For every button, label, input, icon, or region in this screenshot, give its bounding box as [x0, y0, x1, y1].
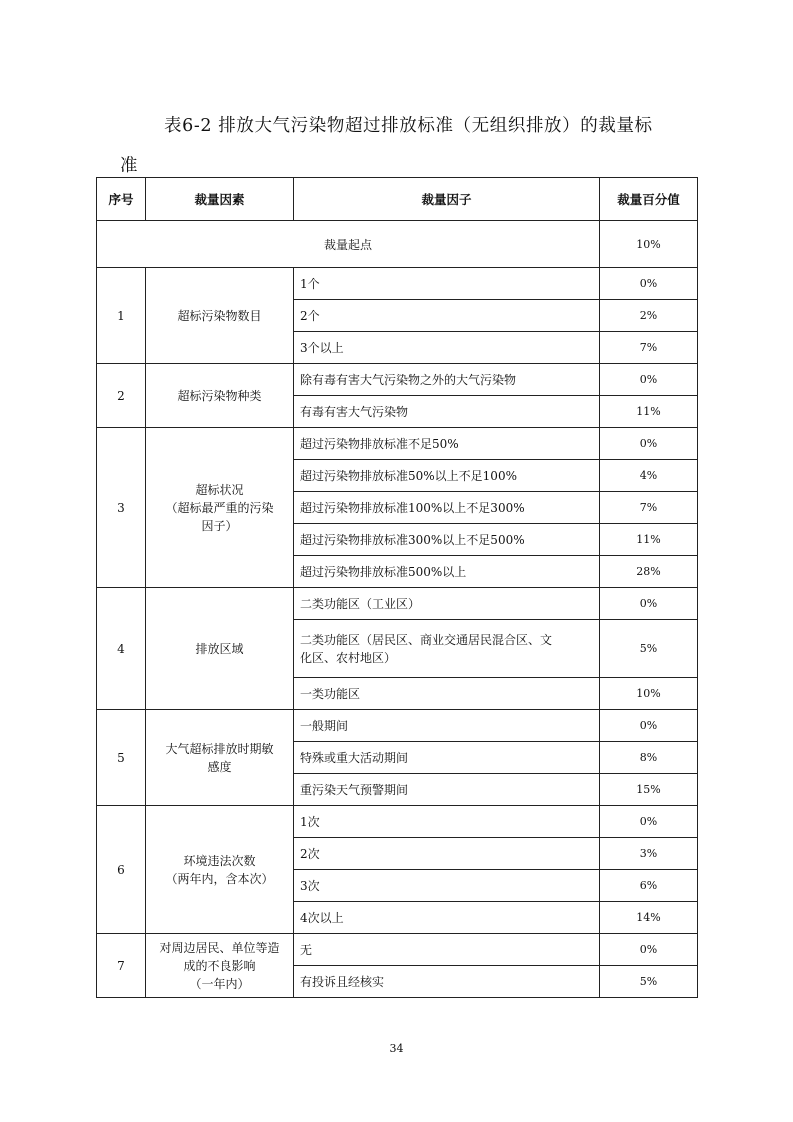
- row-percent: 6%: [600, 870, 698, 902]
- header-percent: 裁量百分值: [600, 178, 698, 221]
- group-index: 7: [97, 934, 146, 998]
- row-item: 2次: [294, 838, 600, 870]
- row-percent: 10%: [600, 678, 698, 710]
- header-row: [97, 178, 698, 221]
- row-item-line: 化区、农村地区）: [300, 650, 397, 665]
- row-item: 重污染天气预警期间: [294, 774, 600, 806]
- row-percent: 0%: [600, 364, 698, 396]
- row-percent: 7%: [600, 332, 698, 364]
- start-row: [97, 221, 698, 268]
- row-percent: 0%: [600, 428, 698, 460]
- table-row: [97, 806, 698, 838]
- group-factor: [146, 806, 294, 934]
- group-index: 1: [97, 268, 146, 364]
- table-row: [97, 268, 698, 300]
- row-percent: 11%: [600, 524, 698, 556]
- row-item: 3个以上: [294, 332, 600, 364]
- row-percent: 7%: [600, 492, 698, 524]
- row-percent: 28%: [600, 556, 698, 588]
- row-item: 超过污染物排放标准100%以上不足300%: [294, 492, 600, 524]
- group-factor-line: 对周边居民、单位等造: [159, 940, 280, 955]
- table-row: [97, 710, 698, 742]
- row-percent: 0%: [600, 268, 698, 300]
- group-factor-line: （两年内，含本次）: [165, 871, 274, 886]
- row-item: 一类功能区: [294, 678, 600, 710]
- group-factor-line: 超标状况: [195, 482, 244, 497]
- group-factor-line: 因子）: [201, 518, 238, 533]
- header-index: 序号: [97, 178, 146, 221]
- row-percent: 5%: [600, 620, 698, 678]
- group-factor: 排放区域: [146, 588, 294, 710]
- row-percent: 0%: [600, 710, 698, 742]
- row-percent: 14%: [600, 902, 698, 934]
- row-percent: 2%: [600, 300, 698, 332]
- group-factor-line: （超标最严重的污染: [165, 500, 274, 515]
- row-item: 4次以上: [294, 902, 600, 934]
- row-item: 超过污染物排放标准300%以上不足500%: [294, 524, 600, 556]
- row-percent: 3%: [600, 838, 698, 870]
- header-item: 裁量因子: [294, 178, 600, 221]
- group-factor: 超标污染物数目: [146, 268, 294, 364]
- row-percent: 11%: [600, 396, 698, 428]
- table-title-line2: 准: [120, 156, 139, 176]
- header-factor: 裁量因素: [146, 178, 294, 221]
- row-item: 除有毒有害大气污染物之外的大气污染物: [294, 364, 600, 396]
- group-factor-line: 成的不良影响: [183, 958, 256, 973]
- group-index: 6: [97, 806, 146, 934]
- table-row: [97, 364, 698, 396]
- row-item-line: 二类功能区（居民区、商业交通居民混合区、文: [300, 632, 553, 647]
- row-item: 1次: [294, 806, 600, 838]
- table-title-line1: 表6-2 排放大气污染物超过排放标准（无组织排放）的裁量标: [164, 116, 653, 136]
- row-item: 无: [294, 934, 600, 966]
- row-percent: 8%: [600, 742, 698, 774]
- group-factor: 超标污染物种类: [146, 364, 294, 428]
- row-item: 超过污染物排放标准50%以上不足100%: [294, 460, 600, 492]
- group-factor: [146, 710, 294, 806]
- group-factor-line: 环境违法次数: [183, 853, 256, 868]
- row-item: 特殊或重大活动期间: [294, 742, 600, 774]
- table-row: [97, 934, 698, 966]
- row-item: 2个: [294, 300, 600, 332]
- row-percent: 4%: [600, 460, 698, 492]
- row-item: 一般期间: [294, 710, 600, 742]
- group-factor: [146, 428, 294, 588]
- row-percent: 0%: [600, 588, 698, 620]
- row-item: 超过污染物排放标准不足50%: [294, 428, 600, 460]
- row-item: 超过污染物排放标准500%以上: [294, 556, 600, 588]
- table-title: [96, 106, 696, 186]
- row-item: 3次: [294, 870, 600, 902]
- group-index: 3: [97, 428, 146, 588]
- group-index: 4: [97, 588, 146, 710]
- group-factor-line: 感度: [207, 759, 232, 774]
- row-percent: 0%: [600, 934, 698, 966]
- row-item: 有投诉且经核实: [294, 966, 600, 998]
- group-index: 2: [97, 364, 146, 428]
- group-index: 5: [97, 710, 146, 806]
- group-factor: [146, 934, 294, 998]
- page-number: 34: [389, 1042, 404, 1055]
- discretion-table: [96, 177, 698, 998]
- row-percent: 5%: [600, 966, 698, 998]
- row-item: 二类功能区（工业区）: [294, 588, 600, 620]
- start-percent: 10%: [600, 221, 698, 268]
- row-item: [294, 620, 600, 678]
- table-row: [97, 588, 698, 620]
- group-factor-line: 大气超标排放时期敏: [165, 741, 274, 756]
- table-row: [97, 428, 698, 460]
- start-label: 裁量起点: [97, 221, 600, 268]
- row-percent: 15%: [600, 774, 698, 806]
- row-percent: 0%: [600, 806, 698, 838]
- row-item: 有毒有害大气污染物: [294, 396, 600, 428]
- row-item: 1个: [294, 268, 600, 300]
- group-factor-line: （一年内）: [189, 976, 250, 991]
